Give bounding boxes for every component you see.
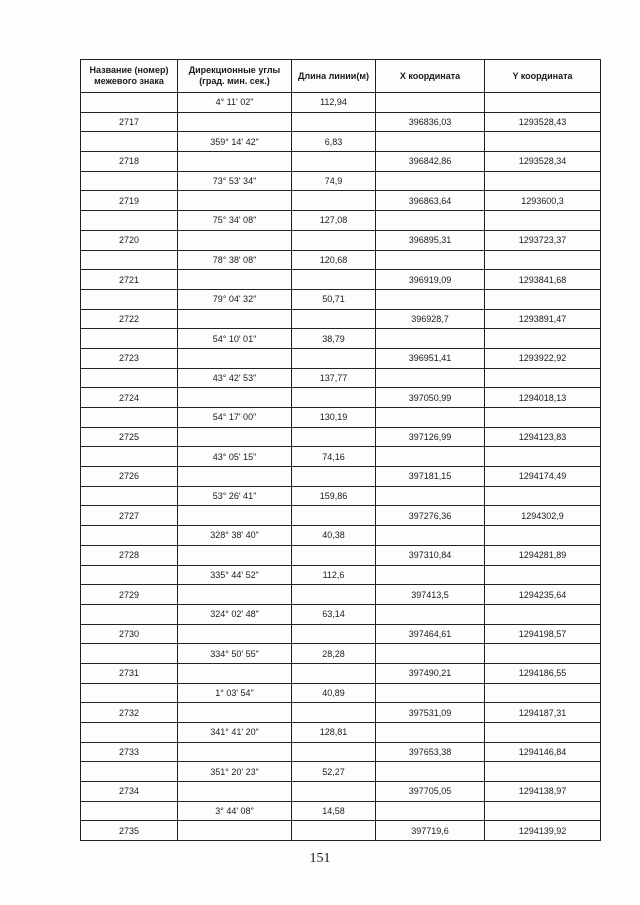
- header-x-coordinate: X координата: [376, 60, 485, 93]
- direction-angle-cell: 334° 50' 55": [178, 644, 292, 664]
- x-coordinate-cell: [376, 486, 485, 506]
- line-length-cell: [292, 821, 376, 841]
- direction-angle-cell: [178, 191, 292, 211]
- x-coordinate-cell: 397181,15: [376, 467, 485, 487]
- y-coordinate-cell: [485, 171, 601, 191]
- x-coordinate-cell: 396951,41: [376, 348, 485, 368]
- direction-angle-cell: 3° 44' 08": [178, 801, 292, 821]
- y-coordinate-cell: [485, 683, 601, 703]
- marker-name-cell: [81, 289, 178, 309]
- x-coordinate-cell: [376, 329, 485, 349]
- line-length-cell: [292, 782, 376, 802]
- y-coordinate-cell: 1293600,3: [485, 191, 601, 211]
- table-row: [81, 211, 601, 231]
- table-row: [81, 742, 601, 762]
- direction-angle-cell: 43° 05' 15": [178, 447, 292, 467]
- line-length-cell: 28,28: [292, 644, 376, 664]
- x-coordinate-cell: [376, 762, 485, 782]
- direction-angle-cell: 328° 38' 40": [178, 526, 292, 546]
- table-row: [81, 663, 601, 683]
- x-coordinate-cell: [376, 565, 485, 585]
- y-coordinate-cell: [485, 93, 601, 113]
- table-row: [81, 782, 601, 802]
- direction-angle-cell: 78° 38' 08": [178, 250, 292, 270]
- direction-angle-cell: [178, 782, 292, 802]
- y-coordinate-cell: [485, 368, 601, 388]
- table-row: [81, 152, 601, 172]
- x-coordinate-cell: 396895,31: [376, 230, 485, 250]
- table-row: [81, 801, 601, 821]
- line-length-cell: [292, 467, 376, 487]
- line-length-cell: [292, 427, 376, 447]
- line-length-cell: [292, 230, 376, 250]
- direction-angle-cell: [178, 230, 292, 250]
- line-length-cell: 74,16: [292, 447, 376, 467]
- line-length-cell: 74,9: [292, 171, 376, 191]
- x-coordinate-cell: [376, 723, 485, 743]
- marker-name-cell: 2730: [81, 624, 178, 644]
- table-row: [81, 723, 601, 743]
- y-coordinate-cell: 1294186,55: [485, 663, 601, 683]
- x-coordinate-cell: [376, 171, 485, 191]
- line-length-cell: 6,83: [292, 132, 376, 152]
- boundary-markers-table: [80, 59, 601, 841]
- direction-angle-cell: [178, 152, 292, 172]
- line-length-cell: [292, 585, 376, 605]
- table-row: [81, 486, 601, 506]
- y-coordinate-cell: 1294281,89: [485, 545, 601, 565]
- y-coordinate-cell: 1294146,84: [485, 742, 601, 762]
- y-coordinate-cell: 1294302,9: [485, 506, 601, 526]
- x-coordinate-cell: [376, 801, 485, 821]
- line-length-cell: 63,14: [292, 604, 376, 624]
- marker-name-cell: 2725: [81, 427, 178, 447]
- direction-angle-cell: [178, 545, 292, 565]
- x-coordinate-cell: 397310,84: [376, 545, 485, 565]
- direction-angle-cell: 324° 02' 48": [178, 604, 292, 624]
- line-length-cell: [292, 506, 376, 526]
- table-row: [81, 526, 601, 546]
- line-length-cell: 128,81: [292, 723, 376, 743]
- direction-angle-cell: [178, 309, 292, 329]
- direction-angle-cell: [178, 348, 292, 368]
- y-coordinate-cell: 1293528,34: [485, 152, 601, 172]
- y-coordinate-cell: 1294138,97: [485, 782, 601, 802]
- direction-angle-cell: [178, 388, 292, 408]
- direction-angle-cell: [178, 112, 292, 132]
- marker-name-cell: [81, 408, 178, 428]
- marker-name-cell: [81, 368, 178, 388]
- direction-angle-cell: 73° 53' 34": [178, 171, 292, 191]
- line-length-cell: [292, 624, 376, 644]
- x-coordinate-cell: 397126,99: [376, 427, 485, 447]
- x-coordinate-cell: [376, 526, 485, 546]
- direction-angle-cell: 75° 34' 08": [178, 211, 292, 231]
- marker-name-cell: [81, 683, 178, 703]
- table-row: [81, 821, 601, 841]
- table-row: [81, 447, 601, 467]
- table-body: [81, 93, 601, 841]
- marker-name-cell: 2724: [81, 388, 178, 408]
- marker-name-cell: [81, 447, 178, 467]
- marker-name-cell: 2733: [81, 742, 178, 762]
- table-row: [81, 408, 601, 428]
- direction-angle-cell: [178, 742, 292, 762]
- line-length-cell: [292, 270, 376, 290]
- direction-angle-cell: 351° 20' 23": [178, 762, 292, 782]
- direction-angle-cell: [178, 624, 292, 644]
- table-row: [81, 585, 601, 605]
- line-length-cell: [292, 152, 376, 172]
- marker-name-cell: 2719: [81, 191, 178, 211]
- table-row: [81, 427, 601, 447]
- direction-angle-cell: [178, 427, 292, 447]
- x-coordinate-cell: 396919,09: [376, 270, 485, 290]
- line-length-cell: 137,77: [292, 368, 376, 388]
- x-coordinate-cell: [376, 604, 485, 624]
- x-coordinate-cell: [376, 408, 485, 428]
- table-row: [81, 644, 601, 664]
- y-coordinate-cell: 1294198,57: [485, 624, 601, 644]
- x-coordinate-cell: 396836,03: [376, 112, 485, 132]
- table-row: [81, 309, 601, 329]
- table-row: [81, 93, 601, 113]
- y-coordinate-cell: [485, 486, 601, 506]
- marker-name-cell: [81, 526, 178, 546]
- line-length-cell: 50,71: [292, 289, 376, 309]
- line-length-cell: 14,58: [292, 801, 376, 821]
- marker-name-cell: [81, 723, 178, 743]
- marker-name-cell: 2720: [81, 230, 178, 250]
- y-coordinate-cell: [485, 132, 601, 152]
- x-coordinate-cell: 397719,6: [376, 821, 485, 841]
- line-length-cell: 112,6: [292, 565, 376, 585]
- table-row: [81, 368, 601, 388]
- y-coordinate-cell: [485, 801, 601, 821]
- marker-name-cell: [81, 132, 178, 152]
- line-length-cell: 38,79: [292, 329, 376, 349]
- marker-name-cell: [81, 762, 178, 782]
- line-length-cell: 112,94: [292, 93, 376, 113]
- line-length-cell: [292, 348, 376, 368]
- marker-name-cell: [81, 250, 178, 270]
- direction-angle-cell: [178, 506, 292, 526]
- table-row: [81, 388, 601, 408]
- direction-angle-cell: [178, 585, 292, 605]
- table-row: [81, 132, 601, 152]
- y-coordinate-cell: [485, 211, 601, 231]
- page-number: 151: [309, 851, 331, 866]
- x-coordinate-cell: 396842,86: [376, 152, 485, 172]
- table-row: [81, 467, 601, 487]
- line-length-cell: [292, 663, 376, 683]
- direction-angle-cell: 53° 26' 41": [178, 486, 292, 506]
- y-coordinate-cell: 1294123,83: [485, 427, 601, 447]
- marker-name-cell: 2717: [81, 112, 178, 132]
- direction-angle-cell: 79° 04' 32": [178, 289, 292, 309]
- y-coordinate-cell: 1294174,49: [485, 467, 601, 487]
- y-coordinate-cell: [485, 289, 601, 309]
- x-coordinate-cell: 396928,7: [376, 309, 485, 329]
- x-coordinate-cell: [376, 289, 485, 309]
- y-coordinate-cell: 1294187,31: [485, 703, 601, 723]
- x-coordinate-cell: 397490,21: [376, 663, 485, 683]
- marker-name-cell: 2722: [81, 309, 178, 329]
- y-coordinate-cell: [485, 604, 601, 624]
- x-coordinate-cell: [376, 250, 485, 270]
- x-coordinate-cell: 396863,64: [376, 191, 485, 211]
- x-coordinate-cell: [376, 368, 485, 388]
- table-row: [81, 329, 601, 349]
- table-row: [81, 348, 601, 368]
- direction-angle-cell: [178, 270, 292, 290]
- x-coordinate-cell: 397653,38: [376, 742, 485, 762]
- line-length-cell: [292, 388, 376, 408]
- direction-angle-cell: 43° 42' 53": [178, 368, 292, 388]
- table-row: [81, 250, 601, 270]
- line-length-cell: 159,86: [292, 486, 376, 506]
- y-coordinate-cell: 1293841,68: [485, 270, 601, 290]
- marker-name-cell: 2721: [81, 270, 178, 290]
- line-length-cell: 40,38: [292, 526, 376, 546]
- marker-name-cell: [81, 604, 178, 624]
- y-coordinate-cell: [485, 762, 601, 782]
- marker-name-cell: 2723: [81, 348, 178, 368]
- x-coordinate-cell: [376, 93, 485, 113]
- y-coordinate-cell: [485, 565, 601, 585]
- y-coordinate-cell: 1294018,13: [485, 388, 601, 408]
- table-row: [81, 191, 601, 211]
- marker-name-cell: 2734: [81, 782, 178, 802]
- line-length-cell: 40,89: [292, 683, 376, 703]
- line-length-cell: [292, 742, 376, 762]
- line-length-cell: [292, 703, 376, 723]
- x-coordinate-cell: [376, 447, 485, 467]
- direction-angle-cell: 359° 14' 42": [178, 132, 292, 152]
- y-coordinate-cell: 1294235,64: [485, 585, 601, 605]
- y-coordinate-cell: [485, 329, 601, 349]
- table-row: [81, 545, 601, 565]
- header-line-length: Длина линии(м): [292, 60, 376, 93]
- direction-angle-cell: [178, 821, 292, 841]
- header-marker-name: Название (номер) межевого знака: [81, 60, 178, 93]
- marker-name-cell: [81, 211, 178, 231]
- marker-name-cell: [81, 486, 178, 506]
- x-coordinate-cell: [376, 132, 485, 152]
- y-coordinate-cell: 1293922,92: [485, 348, 601, 368]
- line-length-cell: [292, 309, 376, 329]
- marker-name-cell: 2726: [81, 467, 178, 487]
- table-row: [81, 565, 601, 585]
- marker-name-cell: 2728: [81, 545, 178, 565]
- x-coordinate-cell: [376, 683, 485, 703]
- marker-name-cell: 2727: [81, 506, 178, 526]
- line-length-cell: [292, 191, 376, 211]
- marker-name-cell: 2718: [81, 152, 178, 172]
- marker-name-cell: [81, 329, 178, 349]
- table-row: [81, 270, 601, 290]
- y-coordinate-cell: [485, 250, 601, 270]
- table-header-row: [81, 60, 601, 93]
- header-direction-angle: Дирекционные углы (град. мин. сек.): [178, 60, 292, 93]
- marker-name-cell: [81, 93, 178, 113]
- x-coordinate-cell: 397276,36: [376, 506, 485, 526]
- header-y-coordinate: Y координата: [485, 60, 601, 93]
- table-row: [81, 604, 601, 624]
- table-row: [81, 703, 601, 723]
- table-row: [81, 112, 601, 132]
- x-coordinate-cell: 397531,09: [376, 703, 485, 723]
- marker-name-cell: 2731: [81, 663, 178, 683]
- direction-angle-cell: 335° 44' 52": [178, 565, 292, 585]
- x-coordinate-cell: [376, 211, 485, 231]
- line-length-cell: 120,68: [292, 250, 376, 270]
- table-row: [81, 762, 601, 782]
- table-row: [81, 506, 601, 526]
- x-coordinate-cell: 397464,61: [376, 624, 485, 644]
- x-coordinate-cell: 397413,5: [376, 585, 485, 605]
- table-row: [81, 171, 601, 191]
- y-coordinate-cell: [485, 723, 601, 743]
- y-coordinate-cell: [485, 644, 601, 664]
- y-coordinate-cell: [485, 447, 601, 467]
- y-coordinate-cell: [485, 526, 601, 546]
- line-length-cell: [292, 545, 376, 565]
- y-coordinate-cell: 1293528,43: [485, 112, 601, 132]
- marker-name-cell: [81, 565, 178, 585]
- marker-name-cell: [81, 801, 178, 821]
- marker-name-cell: 2735: [81, 821, 178, 841]
- line-length-cell: 52,27: [292, 762, 376, 782]
- direction-angle-cell: [178, 467, 292, 487]
- table-row: [81, 624, 601, 644]
- y-coordinate-cell: 1293723,37: [485, 230, 601, 250]
- direction-angle-cell: 4° 11' 02": [178, 93, 292, 113]
- direction-angle-cell: 54° 17' 00": [178, 408, 292, 428]
- marker-name-cell: [81, 171, 178, 191]
- direction-angle-cell: 341° 41' 20": [178, 723, 292, 743]
- x-coordinate-cell: 397050,99: [376, 388, 485, 408]
- line-length-cell: 130,19: [292, 408, 376, 428]
- direction-angle-cell: 1° 03' 54": [178, 683, 292, 703]
- line-length-cell: [292, 112, 376, 132]
- marker-name-cell: 2729: [81, 585, 178, 605]
- table-row: [81, 289, 601, 309]
- direction-angle-cell: [178, 663, 292, 683]
- y-coordinate-cell: [485, 408, 601, 428]
- direction-angle-cell: [178, 703, 292, 723]
- table-row: [81, 683, 601, 703]
- direction-angle-cell: 54° 10' 01": [178, 329, 292, 349]
- x-coordinate-cell: [376, 644, 485, 664]
- marker-name-cell: 2732: [81, 703, 178, 723]
- y-coordinate-cell: 1293891,47: [485, 309, 601, 329]
- x-coordinate-cell: 397705,05: [376, 782, 485, 802]
- line-length-cell: 127,08: [292, 211, 376, 231]
- marker-name-cell: [81, 644, 178, 664]
- table-row: [81, 230, 601, 250]
- y-coordinate-cell: 1294139,92: [485, 821, 601, 841]
